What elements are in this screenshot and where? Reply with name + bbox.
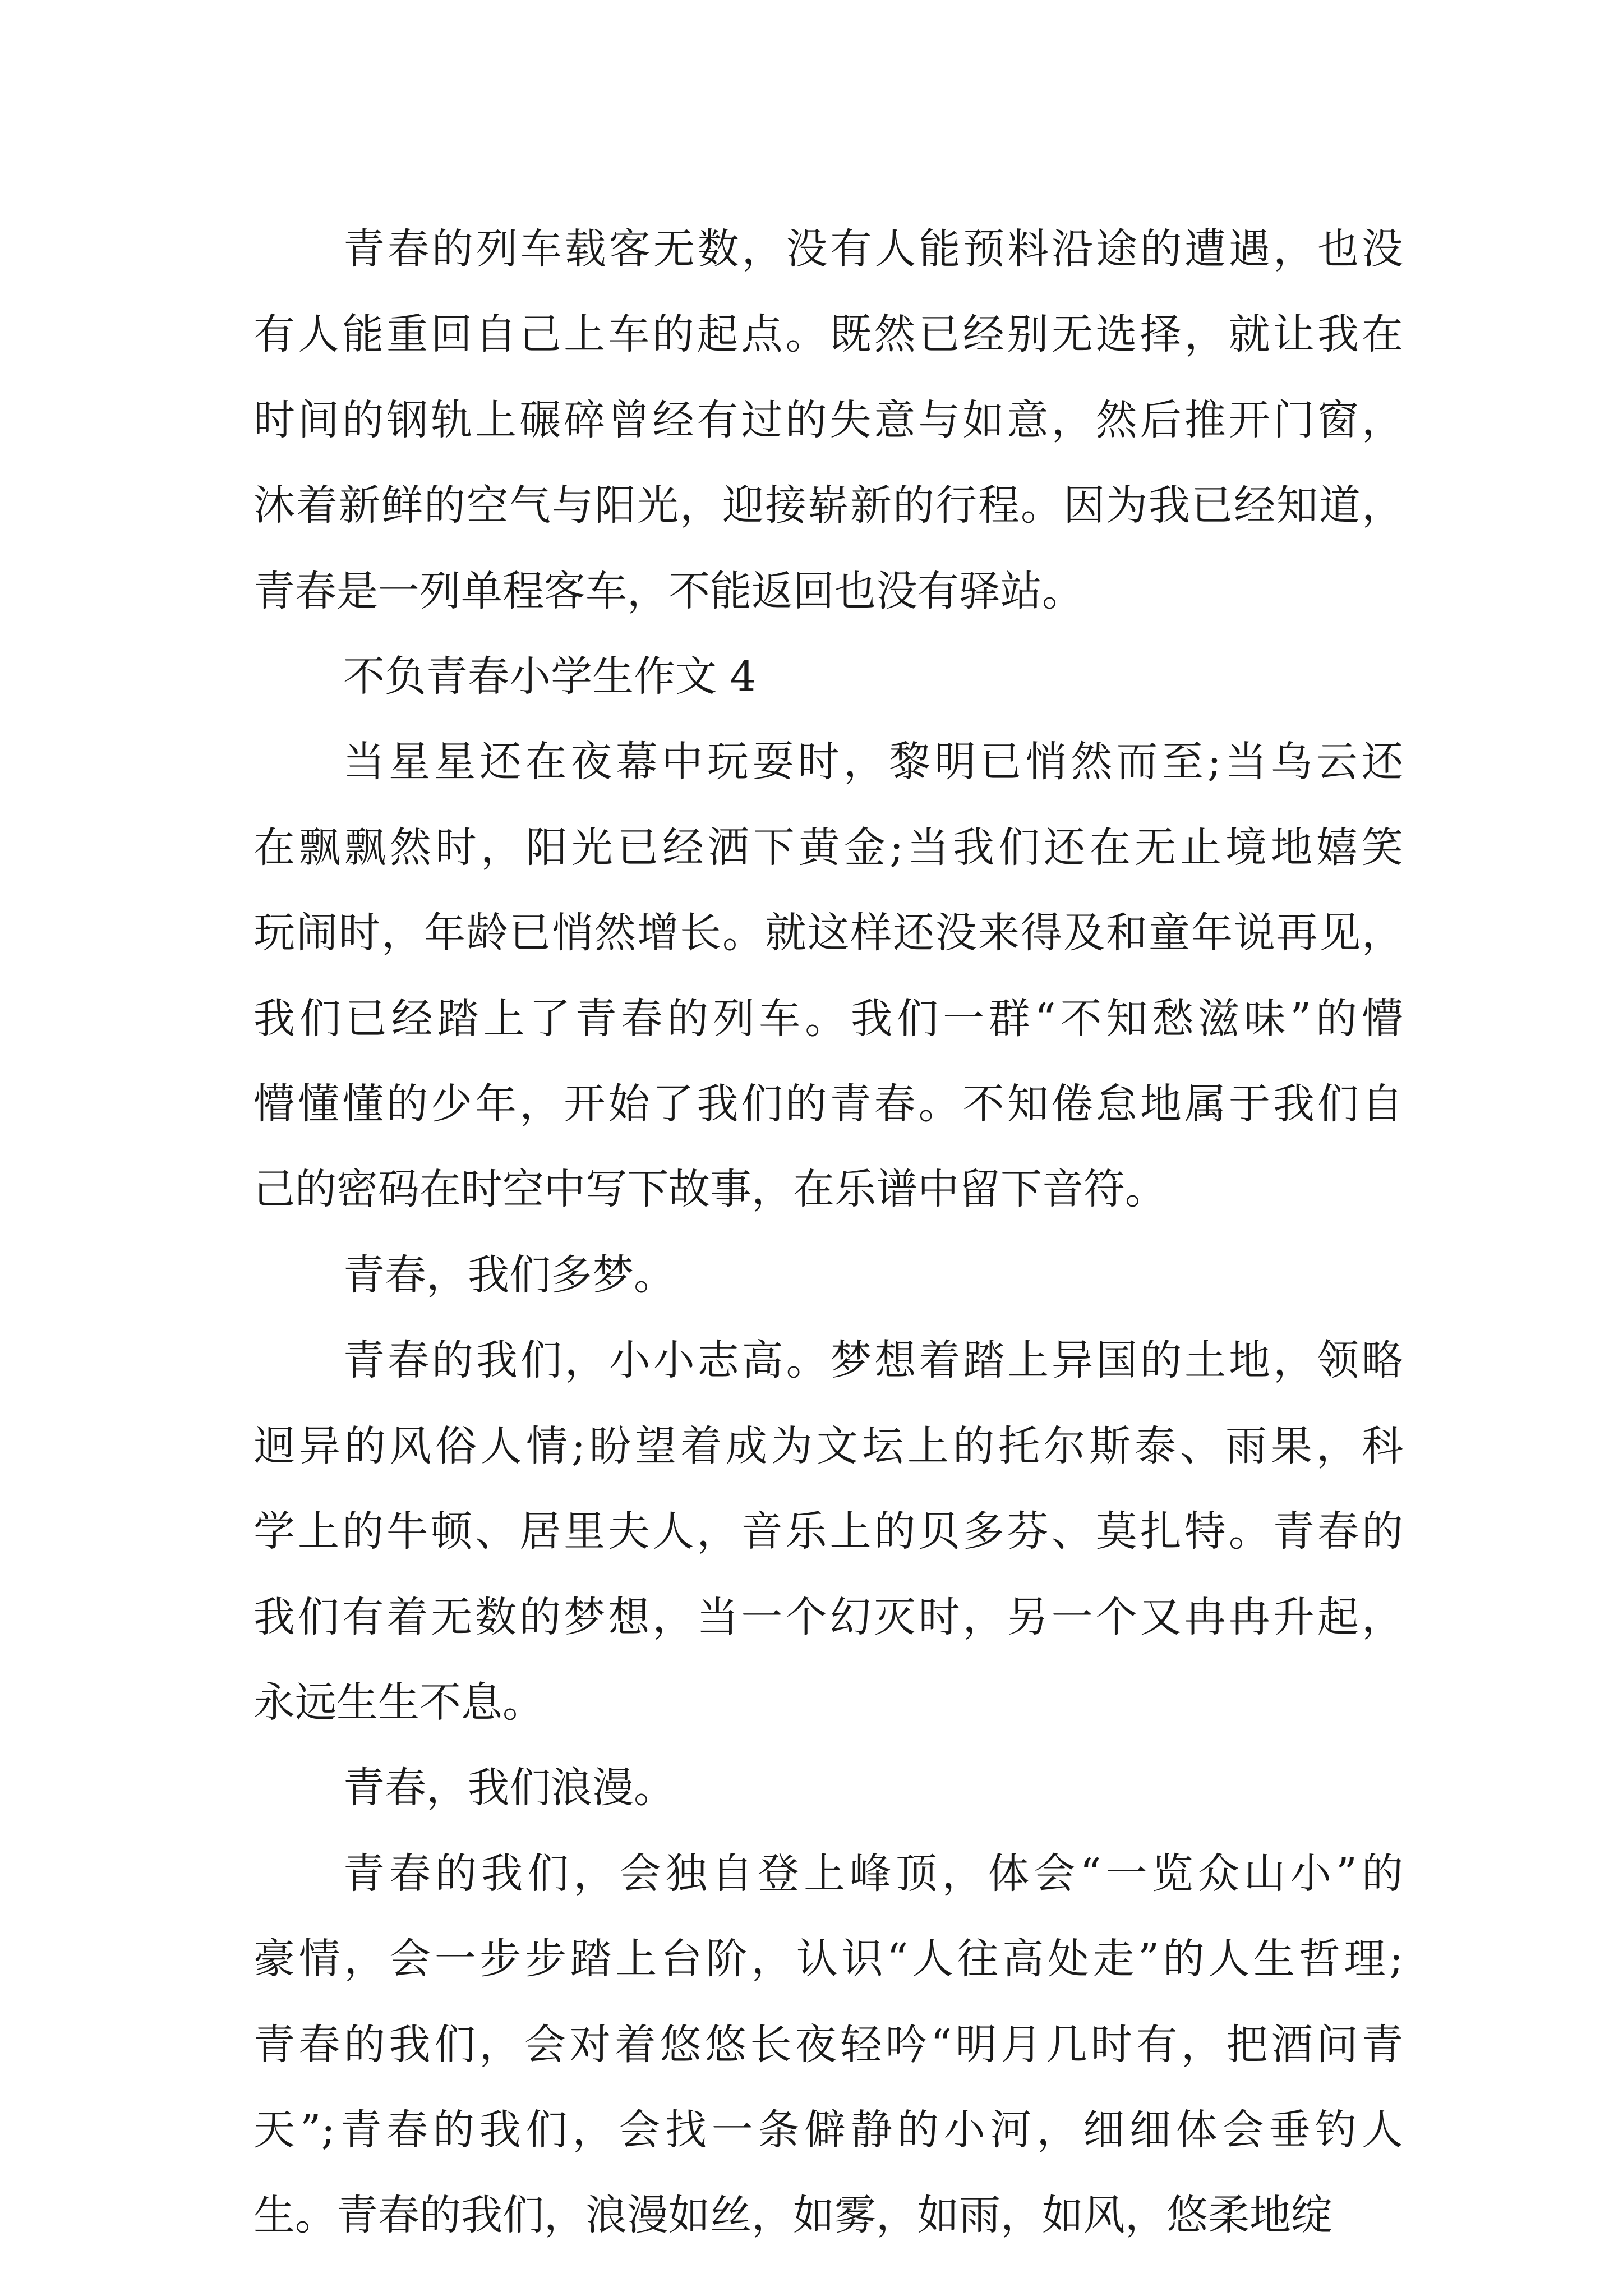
text-line: 青春是一列单程客车，不能返回也没有驿站。 (253, 567, 1083, 615)
text-line: 天”;青春的我们，会找一条僻静的小河，细细体会垂钓人 (253, 2105, 1403, 2154)
text-line: 豪情，会一步步踏上台阶，认识“人往高处走”的人生哲理; (253, 1935, 1403, 1984)
text-line: 沐着新鲜的空气与阳光，迎接崭新的行程。因为我已经知道， (253, 481, 1403, 530)
text-line: 当星星还在夜幕中玩耍时，黎明已悄然而至;当乌云还 (343, 738, 1403, 786)
paragraph (253, 719, 1403, 1232)
text-line: 青春，我们多梦。 (343, 1250, 675, 1299)
text-line: 玩闹时，年龄已悄然增长。就这样还没来得及和童年说再见， (253, 909, 1403, 958)
text-line: 青春，我们浪漫。 (343, 1764, 675, 1812)
paragraph (253, 1831, 1403, 2258)
text-line: 有人能重回自己上车的起点。既然已经别无选择，就让我在 (253, 310, 1403, 359)
text-line: 我们已经踏上了青春的列车。我们一群“不知愁滋味”的懵 (253, 994, 1403, 1043)
text-line: 在飘飘然时，阳光已经洒下黄金;当我们还在无止境地嬉笑 (253, 823, 1403, 872)
text-line: 青春的我们，小小志高。梦想着踏上异国的土地，领略 (343, 1336, 1403, 1385)
paragraph (253, 206, 1403, 634)
text-line: 迥异的风俗人情;盼望着成为文坛上的托尔斯泰、雨果，科 (253, 1421, 1403, 1470)
paragraph (253, 1232, 1403, 1318)
document-body (253, 206, 1403, 2258)
paragraph (253, 1318, 1403, 1745)
text-line: 青春的我们，会对着悠悠长夜轻吟“明月几时有，把酒问青 (253, 2020, 1403, 2069)
text-line: 永远生生不息。 (253, 1678, 544, 1727)
paragraph (253, 1745, 1403, 1830)
text-line: 己的密码在时空中写下故事，在乐谱中留下音符。 (253, 1165, 1166, 1214)
text-line: 青春的我们，会独自登上峰顶，体会“一览众山小”的 (343, 1849, 1403, 1898)
text-line: 我们有着无数的梦想，当一个幻灭时，另一个又冉冉升起， (253, 1593, 1403, 1641)
text-line: 时间的钢轨上碾碎曾经有过的失意与如意，然后推开门窗， (253, 395, 1403, 444)
text-line: 学上的牛顿、居里夫人，音乐上的贝多芬、莫扎特。青春的 (253, 1507, 1403, 1556)
text-line: 懵懂懂的少年，开始了我们的青春。不知倦怠地属于我们自 (253, 1080, 1403, 1129)
text-line: 青春的列车载客无数，没有人能预料沿途的遭遇，也没 (343, 225, 1403, 273)
section-heading: 不负青春小学生作文 4 (343, 652, 757, 701)
text-line: 生。青春的我们，浪漫如丝，如雾，如雨，如风，悠柔地绽 (253, 2191, 1332, 2240)
